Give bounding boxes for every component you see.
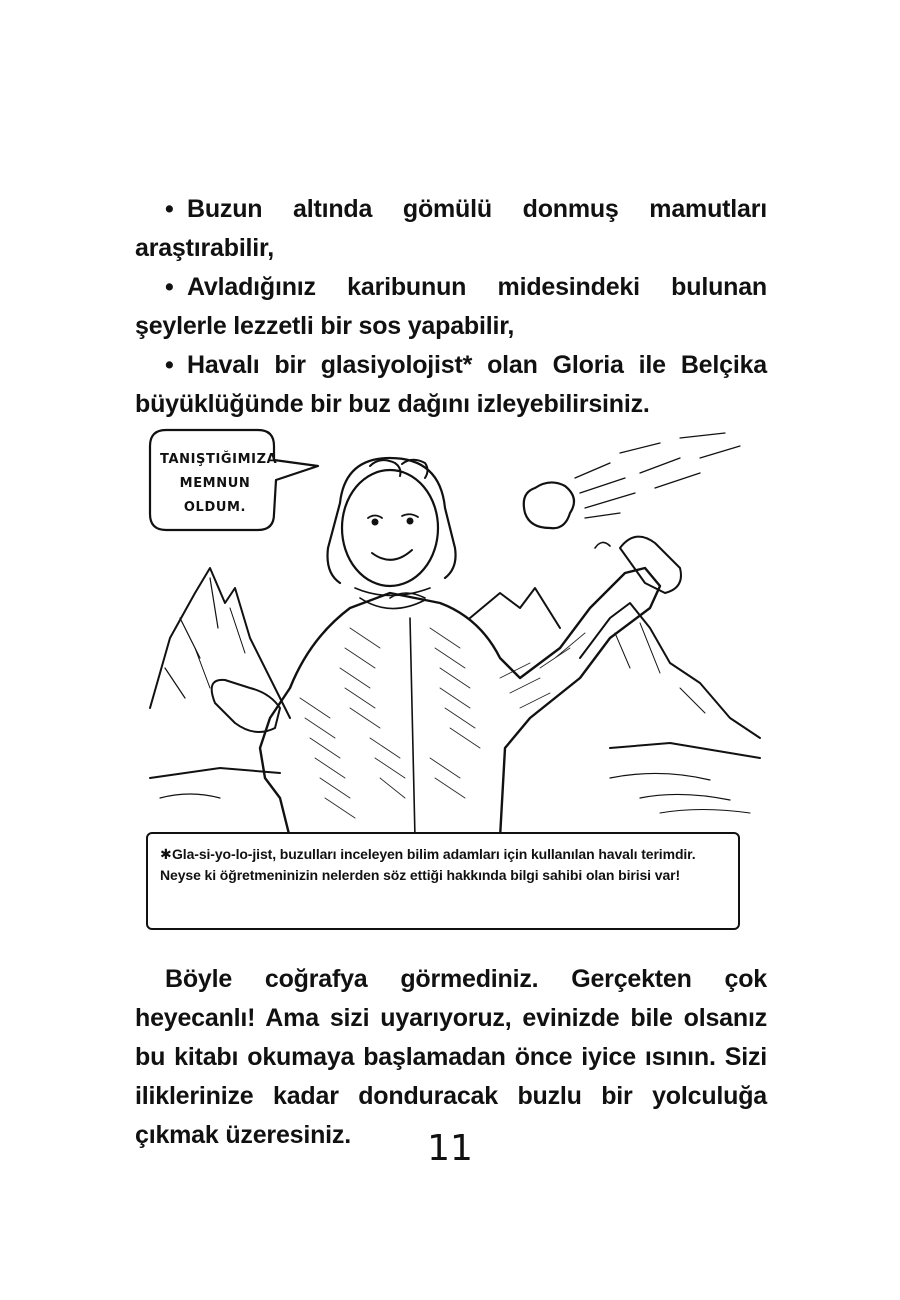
bullet-item (135, 268, 767, 346)
bullet-item (135, 346, 767, 424)
footnote-text: Gla-si-yo-lo-jist, buzulları inceleyen bilim adamları için kullanılan havalı terimdir. (172, 846, 696, 862)
hair (328, 458, 456, 583)
goggles (370, 460, 428, 478)
footnote-line: Neyse ki öğretmeninizin nelerden söz ettiği hakkında bilgi sahibi olan birisi var! (160, 867, 681, 883)
bullet-list (135, 190, 767, 424)
bullet-text: Buzun altında gömülü donmuş mamutları araştırabilir, (135, 195, 767, 262)
bullet-marker: • (165, 351, 174, 379)
bullet-marker: • (165, 273, 174, 301)
bullet-text: Havalı bir glasiyolojist* olan Gloria ile Belçika büyüklüğünde bir buz dağını izleyebilirsiniz. (135, 351, 767, 418)
bullet-text: Avladığınız karibunun midesindeki bulunan şeylerle lezzetli bir sos yapabilir, (135, 273, 767, 340)
footnote-line (160, 844, 726, 865)
ground-line (150, 743, 760, 778)
page-number: 11 (427, 1128, 473, 1169)
mountain-right (580, 603, 760, 738)
ice-chunk (524, 482, 574, 528)
head (342, 470, 438, 586)
speech-line: TANIŞTIĞIMIZA (160, 452, 278, 467)
coat-outline (260, 568, 660, 838)
paragraph-text: Böyle coğrafya görmediniz. Gerçekten çok heyecanlı! Ama sizi uyarıyoruz, evinizde bile olsanız bu kitabı okumaya başlamadan önce iyice ısının. Sizi iliklerinize kadar donduracak buzlu bir yolculuğa çıkmak üzeresiniz. (135, 965, 767, 1149)
bullet-marker: • (165, 195, 174, 223)
smile (372, 550, 412, 560)
footnote-marker: ✱ (160, 846, 172, 862)
speech-line: MEMNUN OLDUM. (179, 476, 251, 515)
right-mitten (620, 537, 681, 593)
left-mitten (212, 680, 280, 732)
closing-paragraph (135, 960, 767, 1155)
speech-text (160, 448, 278, 520)
footnote-box (146, 832, 740, 930)
bullet-item (135, 190, 767, 268)
